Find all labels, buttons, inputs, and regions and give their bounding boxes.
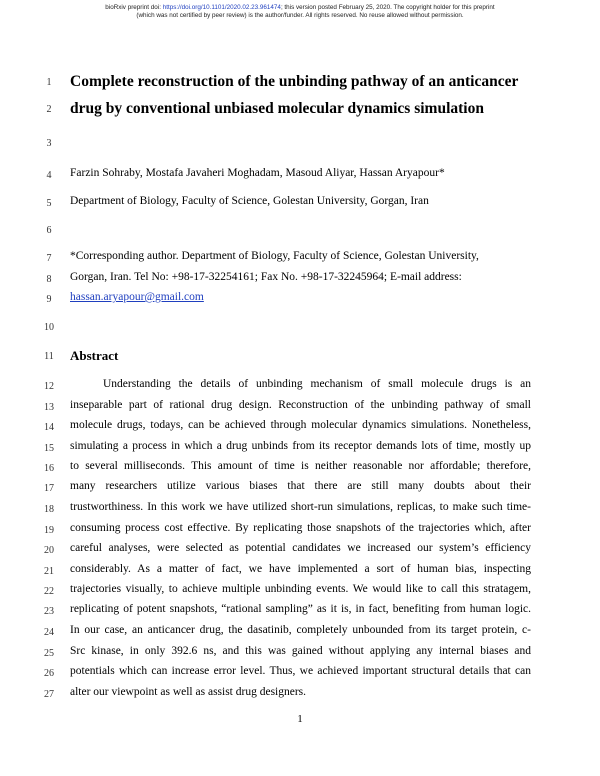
line-number: 6 xyxy=(46,225,52,236)
abstract-line: potentials which can increase error level. Thus, we achieved important structural details that can xyxy=(70,665,531,677)
affiliation: Department of Biology, Faculty of Science, Golestan University, Gorgan, Iran xyxy=(70,195,429,207)
abstract-heading: Abstract xyxy=(70,348,119,363)
abstract-line: inseparable part of rational drug design. Reconstruction of the unbinding pathway of small xyxy=(70,399,531,411)
abstract-line: molecule drugs, todays, can be achieved through molecular dynamics simulations. Nonetheless, xyxy=(70,419,531,431)
abstract-line: Understanding the details of unbinding mechanism of small molecule drugs is an xyxy=(103,378,531,390)
line-number: 26 xyxy=(44,668,54,679)
abstract-line: careful analyses, were selected as potential candidates we increased our system’s efficiency xyxy=(70,542,531,554)
abstract-line: trustworthiness. In this work we have utilized short-run simulations, replicas, to make such time- xyxy=(70,501,531,513)
preprint-header-line-1: bioRxiv preprint doi: https://doi.org/10.1101/2020.02.23.961474; this version posted February 25, 2020. The copyright holder for this preprint xyxy=(105,4,495,11)
preprint-header-line-2: (which was not certified by peer review) is the author/funder. All rights reserved. No reuse allowed without permission. xyxy=(136,12,464,19)
line-number: 16 xyxy=(44,463,54,474)
line-number: 15 xyxy=(44,443,54,454)
line-number: 3 xyxy=(46,138,52,149)
abstract-line: trajectories visually, to achieve multiple unbinding events. We would like to call this stratagem, xyxy=(70,583,531,595)
abstract-line: Src kinase, in only 392.6 ns, and this was gained without applying any internal biases and xyxy=(70,645,531,657)
line-number: 4 xyxy=(46,170,52,181)
doi-link[interactable]: https://doi.org/10.1101/2020.02.23.961474 xyxy=(162,4,281,11)
line-number: 7 xyxy=(46,253,52,264)
email-link[interactable]: hassan.aryapour@gmail.com xyxy=(70,291,204,303)
line-number: 21 xyxy=(44,566,54,577)
abstract-line: alter our viewpoint as well as assist drug designers. xyxy=(70,686,307,698)
author-list: Farzin Sohraby, Mostafa Javaheri Moghadam, Masoud Aliyar, Hassan Aryapour* xyxy=(70,167,445,179)
corresponding-author-line-2: Gorgan, Iran. Tel No: +98-17-32254161; Fax No. +98-17-32245964; E-mail address: xyxy=(70,271,462,283)
line-number: 27 xyxy=(44,689,54,700)
abstract-line: replicating of potent snapshots, “rational sampling” as it is, in fact, benefiting from human logic. xyxy=(70,603,531,615)
line-number: 2 xyxy=(46,104,52,115)
line-number: 12 xyxy=(44,381,54,392)
abstract-line: consuming process cost effective. By replicating those snapshots of the trajectories which, after xyxy=(70,522,531,534)
abstract-line: to several milliseconds. This amount of time is neither reasonable nor affordable; therefore, xyxy=(70,460,531,472)
line-number: 20 xyxy=(44,545,54,556)
line-number: 11 xyxy=(44,351,54,362)
line-number: 23 xyxy=(44,606,54,617)
line-number: 9 xyxy=(46,294,52,305)
line-number: 19 xyxy=(44,525,54,536)
paper-title-line-1: Complete reconstruction of the unbinding pathway of an anticancer xyxy=(70,73,519,90)
corresponding-author-line-1: *Corresponding author. Department of Biology, Faculty of Science, Golestan University, xyxy=(70,250,479,262)
line-number: 14 xyxy=(44,422,54,433)
paper-title-line-2: drug by conventional unbiased molecular dynamics simulation xyxy=(70,100,484,117)
abstract-line: many researchers utilize various biases that there are still many doubts about their xyxy=(70,480,531,492)
line-number: 8 xyxy=(46,274,52,285)
abstract-line: In our case, an anticancer drug, the dasatinib, completely unbounded from its target protein, c- xyxy=(70,624,531,636)
corresponding-email xyxy=(70,291,204,303)
line-number: 13 xyxy=(44,402,54,413)
line-number: 22 xyxy=(44,586,54,597)
line-number: 10 xyxy=(44,322,54,333)
abstract-line: simulating a process in which a drug unbinds from its receptor demands lots of time, mostly up xyxy=(70,440,531,452)
page-number: 1 xyxy=(297,713,303,725)
line-number: 1 xyxy=(46,77,52,88)
line-number: 24 xyxy=(44,627,54,638)
line-number: 5 xyxy=(46,198,52,209)
abstract-line: considerably. As a matter of fact, we have implemented a sort of human bias, inspecting xyxy=(70,563,531,575)
line-number: 17 xyxy=(44,483,54,494)
line-number: 25 xyxy=(44,648,54,659)
line-number: 18 xyxy=(44,504,54,515)
